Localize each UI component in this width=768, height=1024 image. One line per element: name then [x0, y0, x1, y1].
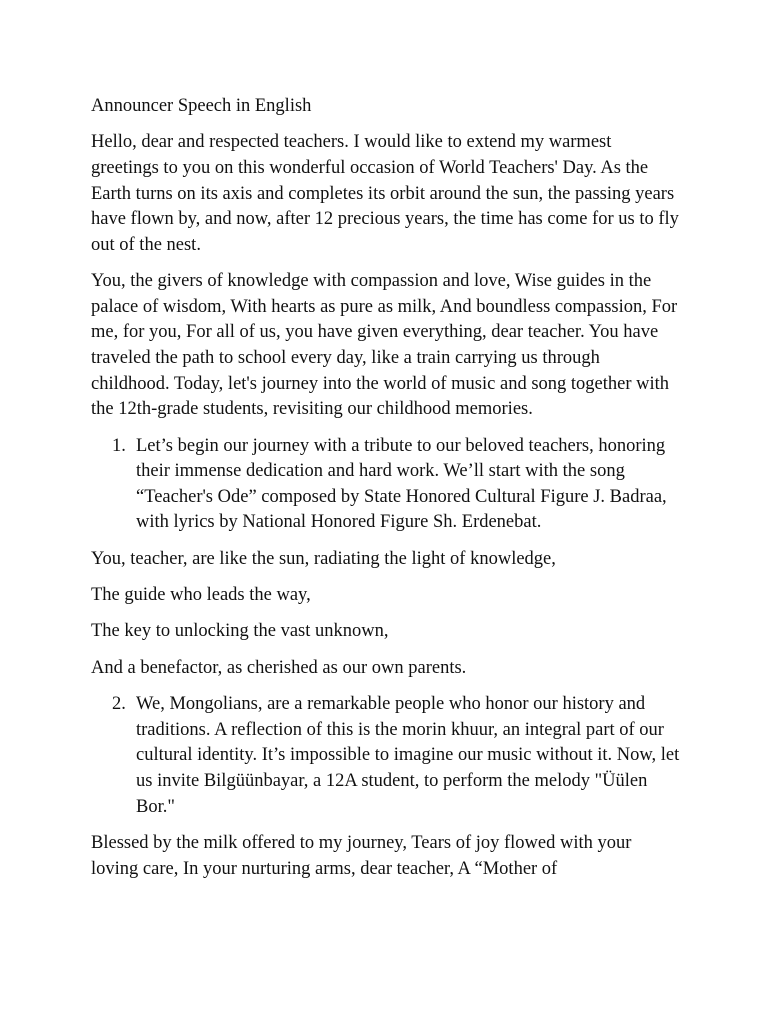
list-text-2: We, Mongolians, are a remarkable people who honor our history and traditions. A reflection of this is the morin khuur, an integral part of our cultural identity. It’s impossible to imagine our music without it. Now, let us invite Bilgüünbayar, a 12A student, to perform the melody "Üülen Bor.": [136, 694, 680, 817]
verse-line-3: The key to unlocking the vast unknown,: [91, 621, 389, 642]
verse-line-2: The guide who leads the way,: [91, 585, 311, 606]
list-number-2: 2.: [112, 694, 126, 715]
verse-line-4: And a benefactor, as cherished as our own parents.: [91, 657, 467, 678]
list-number-1: 1.: [112, 435, 126, 456]
closing-paragraph: Blessed by the milk offered to my journey, Tears of joy flowed with your loving care, In your nurturing arms, dear teacher, A “Mother of: [91, 833, 632, 879]
document-title: Announcer Speech in English: [91, 96, 312, 116]
list-item-1: [91, 434, 681, 536]
intro-paragraph: Hello, dear and respected teachers. I would like to extend my warmest greetings to you on this wonderful occasion of World Teachers' Day. As the Earth turns on its axis and completes its orbit around the sun, the passing years have flown by, and now, after 12 precious years, the time has come for us to fly out of the nest.: [91, 132, 679, 255]
verse-line-1: You, teacher, are like the sun, radiating the light of knowledge,: [91, 548, 556, 569]
second-paragraph: You, the givers of knowledge with compassion and love, Wise guides in the palace of wisdom, With hearts as pure as milk, And boundless compassion, For me, for you, For all of us, you have given everything, dear teacher. You have traveled the path to school every day, like a train carrying us through childhood. Today, let's journey into the world of music and song together with the 12th-grade students, revisiting our childhood memories.: [91, 271, 678, 420]
list-item-2: [91, 692, 681, 820]
list-text-1: Let’s begin our journey with a tribute to our beloved teachers, honoring their immense dedication and hard work. We’ll start with the song “Teacher's Ode” composed by State Honored Cultural Figure J. Badraa, with lyrics by National Honored Figure Sh. Erdenebat.: [136, 435, 667, 533]
document-page: [91, 94, 681, 893]
